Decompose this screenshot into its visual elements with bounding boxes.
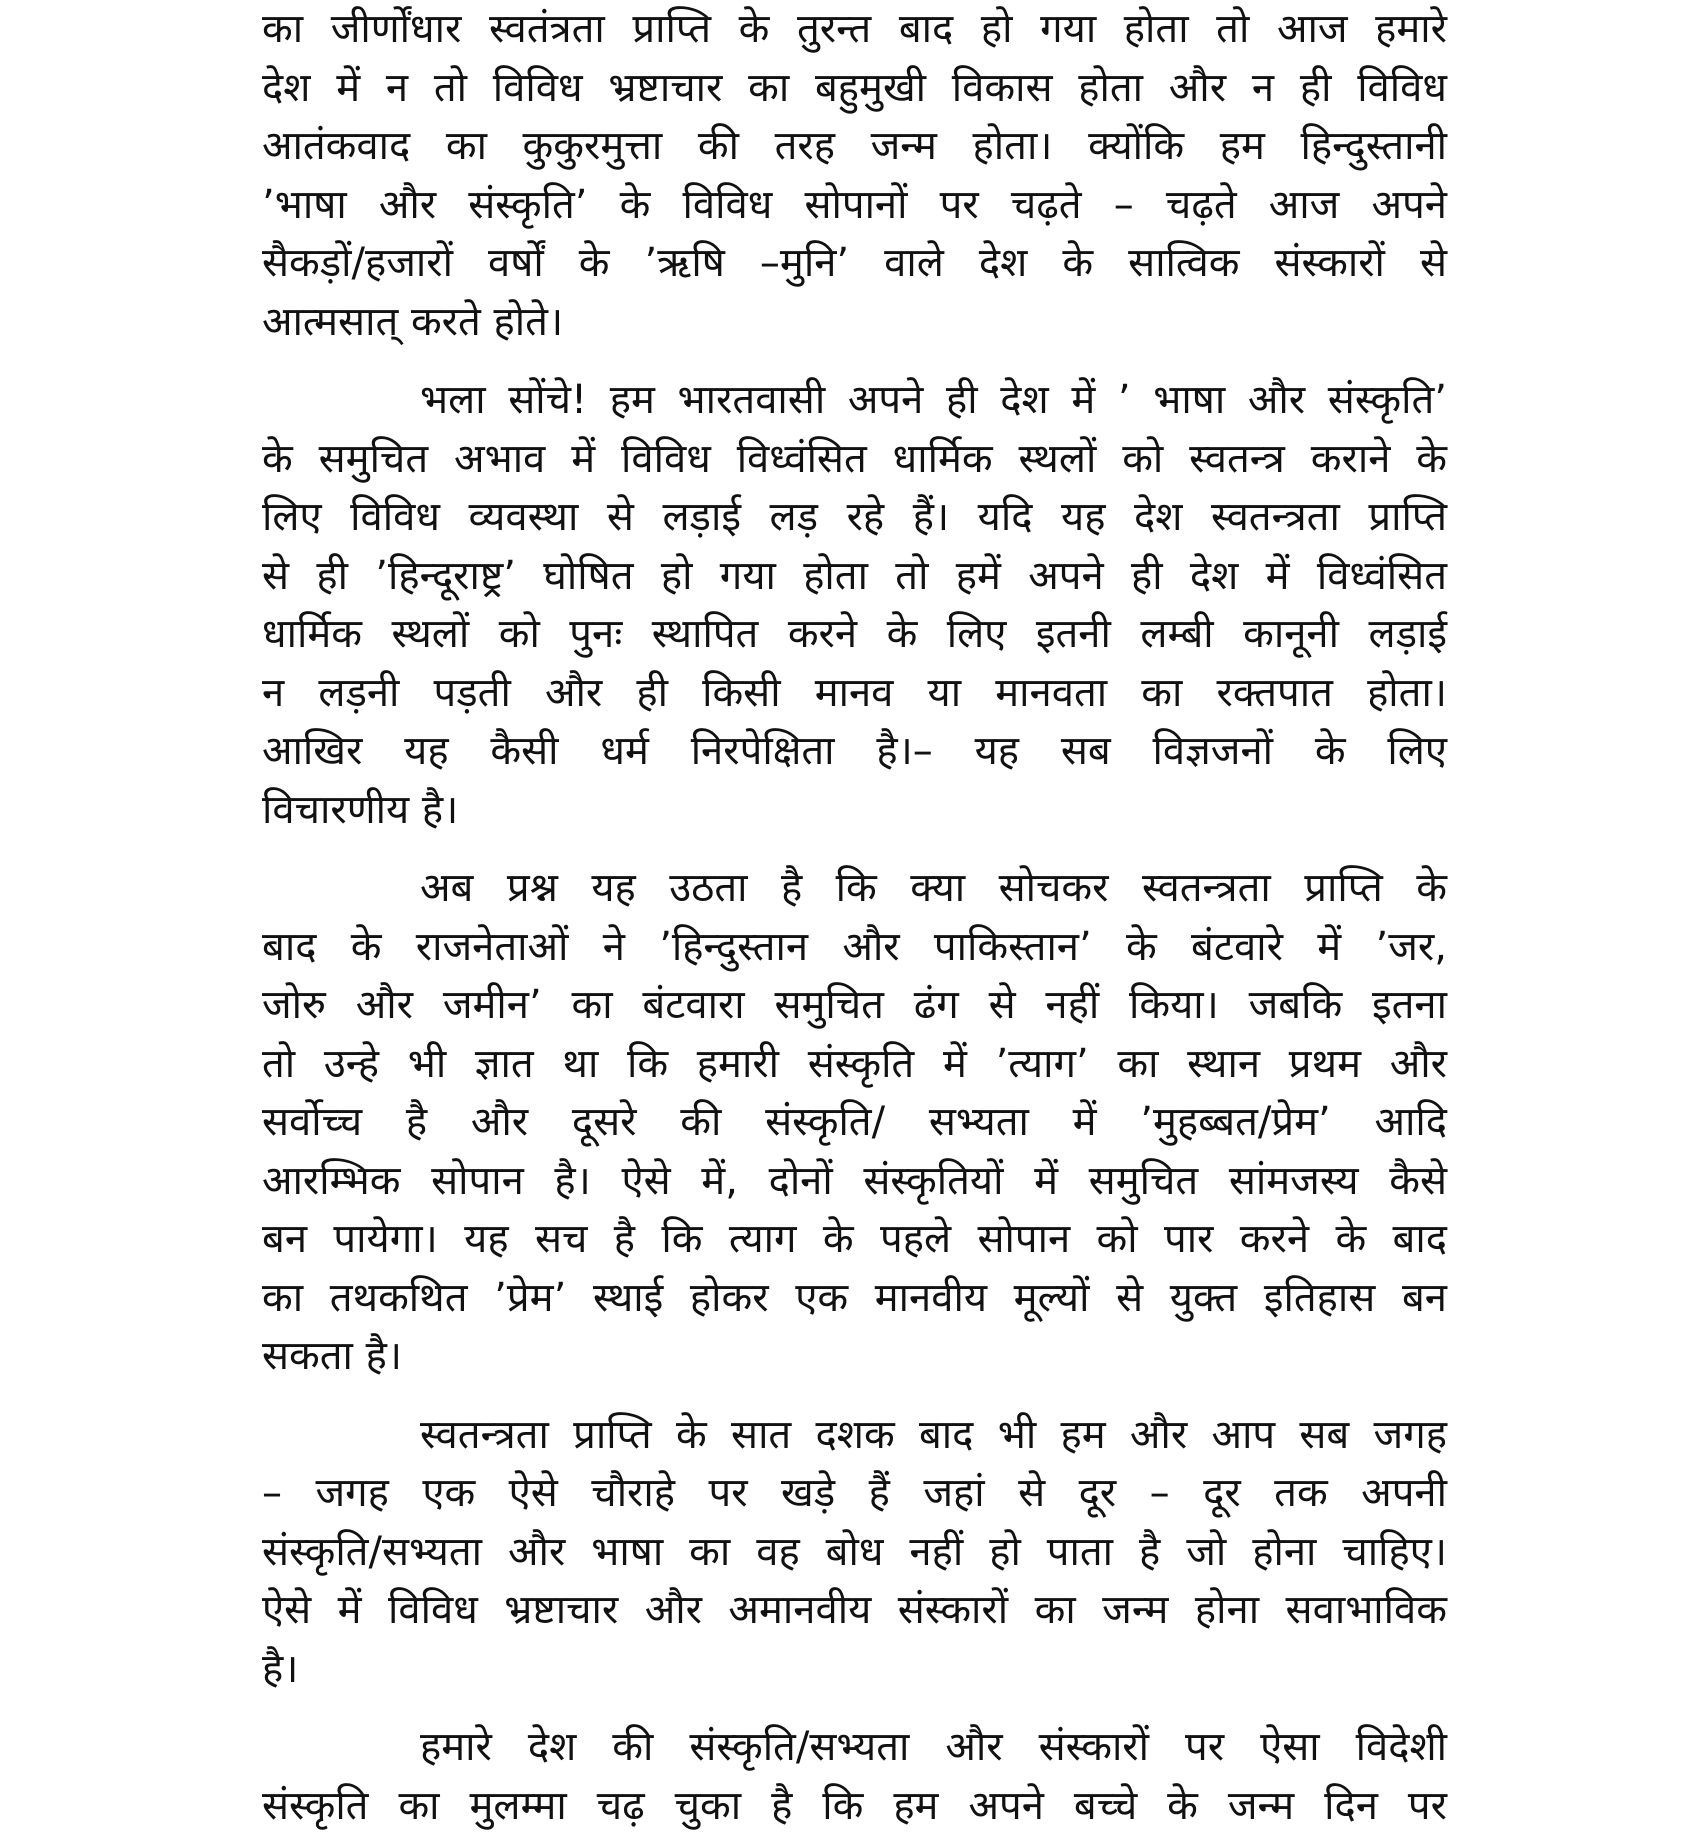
text-line: सर्वोच्च है और दूसरे की संस्कृति/ सभ्यता में ’मुहब्बत/प्रेम’ आदि — [262, 1099, 1447, 1145]
text-line: स्वतन्त्रता प्राप्ति के सात दशक बाद भी हम और आप सब जगह — [420, 1411, 1447, 1458]
text-line: बन पायेगा। यह सच है कि त्याग के पहले सोपान को पार करने के बाद — [262, 1216, 1447, 1262]
text-line: से ही ’हिन्दूराष्ट्र’ घोषित हो गया होता तो हमें अपने ही देश में विध्वंसित — [262, 552, 1447, 599]
paragraph-3 — [262, 859, 1447, 1386]
text-line: संस्कृति का मुलम्मा चढ़ चुका है कि हम अपने बच्चे के जन्म दिन पर — [262, 1782, 1447, 1829]
text-line: बाद के राजनेताओं ने ’हिन्दुस्तान और पाकिस्तान’ के बंटवारे में ’जर, — [262, 923, 1447, 970]
text-line: न लड़नी पड़ती और ही किसी मानव या मानवता का रक्तपात होता। — [262, 669, 1447, 716]
paragraph-5 — [262, 1718, 1447, 1835]
text-line: विचारणीय है। — [262, 786, 459, 833]
text-line: भला सोंचे! हम भारतवासी अपने ही देश में ’ भाषा और संस्कृति’ — [420, 377, 1447, 423]
text-line: आरम्भिक सोपान है। ऐसे में, दोनों संस्कृतियों में समुचित सांमजस्य कैसे — [262, 1157, 1447, 1204]
text-line: लिए विविध व्यवस्था से लड़ाई लड़ रहे हैं। यदि यह देश स्वतन्त्रता प्राप्ति — [262, 494, 1447, 540]
text-line: का जीर्णोंधार स्वतंत्रता प्राप्ति के तुरन्त बाद हो गया होता तो आज हमारे — [262, 6, 1447, 52]
text-line: देश में न तो विविध भ्रष्टाचार का बहुमुखी विकास होता और न ही विविध — [262, 64, 1447, 111]
text-line: आतंकवाद का कुकुरमुत्ता की तरह जन्म होता। क्योंकि हम हिन्दुस्तानी — [262, 123, 1447, 169]
paragraph-2 — [262, 371, 1447, 839]
body-text — [262, 0, 1447, 1835]
paragraph-4 — [262, 1406, 1447, 1699]
paragraph-1 — [262, 0, 1447, 351]
text-line: ’भाषा और संस्कृति’ के विविध सोपानों पर चढ़ते – चढ़ते आज अपने — [262, 181, 1447, 228]
text-line: – जगह एक ऐसे चौराहे पर खड़े हैं जहां से दूर – दूर तक अपनी — [262, 1470, 1447, 1516]
text-line: आत्मसात् करते होते। — [262, 298, 564, 345]
text-line: के समुचित अभाव में विविध विध्वंसित धार्मिक स्थलों को स्वतन्त्र कराने के — [262, 435, 1447, 482]
text-line: अब प्रश्न यह उठता है कि क्या सोचकर स्वतन्त्रता प्राप्ति के — [420, 865, 1447, 911]
text-line: तो उन्हे भी ज्ञात था कि हमारी संस्कृति में ’त्याग’ का स्थान प्रथम और — [262, 1040, 1447, 1087]
text-line: का तथकथित ’प्रेम’ स्थाई होकर एक मानवीय मूल्यों से युक्त इतिहास बन — [262, 1274, 1447, 1321]
text-line: ऐसे में विविध भ्रष्टाचार और अमानवीय संस्कारों का जन्म होना सवाभाविक — [262, 1587, 1447, 1633]
text-line: है। — [262, 1645, 299, 1692]
text-line: हमारे देश की संस्कृति/सभ्यता और संस्कारों पर ऐसा विदेशी — [420, 1724, 1447, 1770]
text-line: संस्कृति/सभ्यता और भाषा का वह बोध नहीं हो पाता है जो होना चाहिए। — [262, 1528, 1447, 1575]
text-line: जोरु और जमीन’ का बंटवारा समुचित ढंग से नहीं किया। जबकि इतना — [262, 982, 1447, 1028]
text-line: सैकड़ों/हजारों वर्षों के ’ऋषि –मुनि’ वाले देश के सात्विक संस्कारों से — [262, 240, 1447, 286]
text-line: धार्मिक स्थलों को पुनः स्थापित करने के लिए इतनी लम्बी कानूनी लड़ाई — [262, 611, 1447, 657]
text-line: आखिर यह कैसी धर्म निरपेक्षिता है।– यह सब विज्ञजनों के लिए — [262, 728, 1447, 774]
text-line: सकता है। — [262, 1333, 403, 1379]
